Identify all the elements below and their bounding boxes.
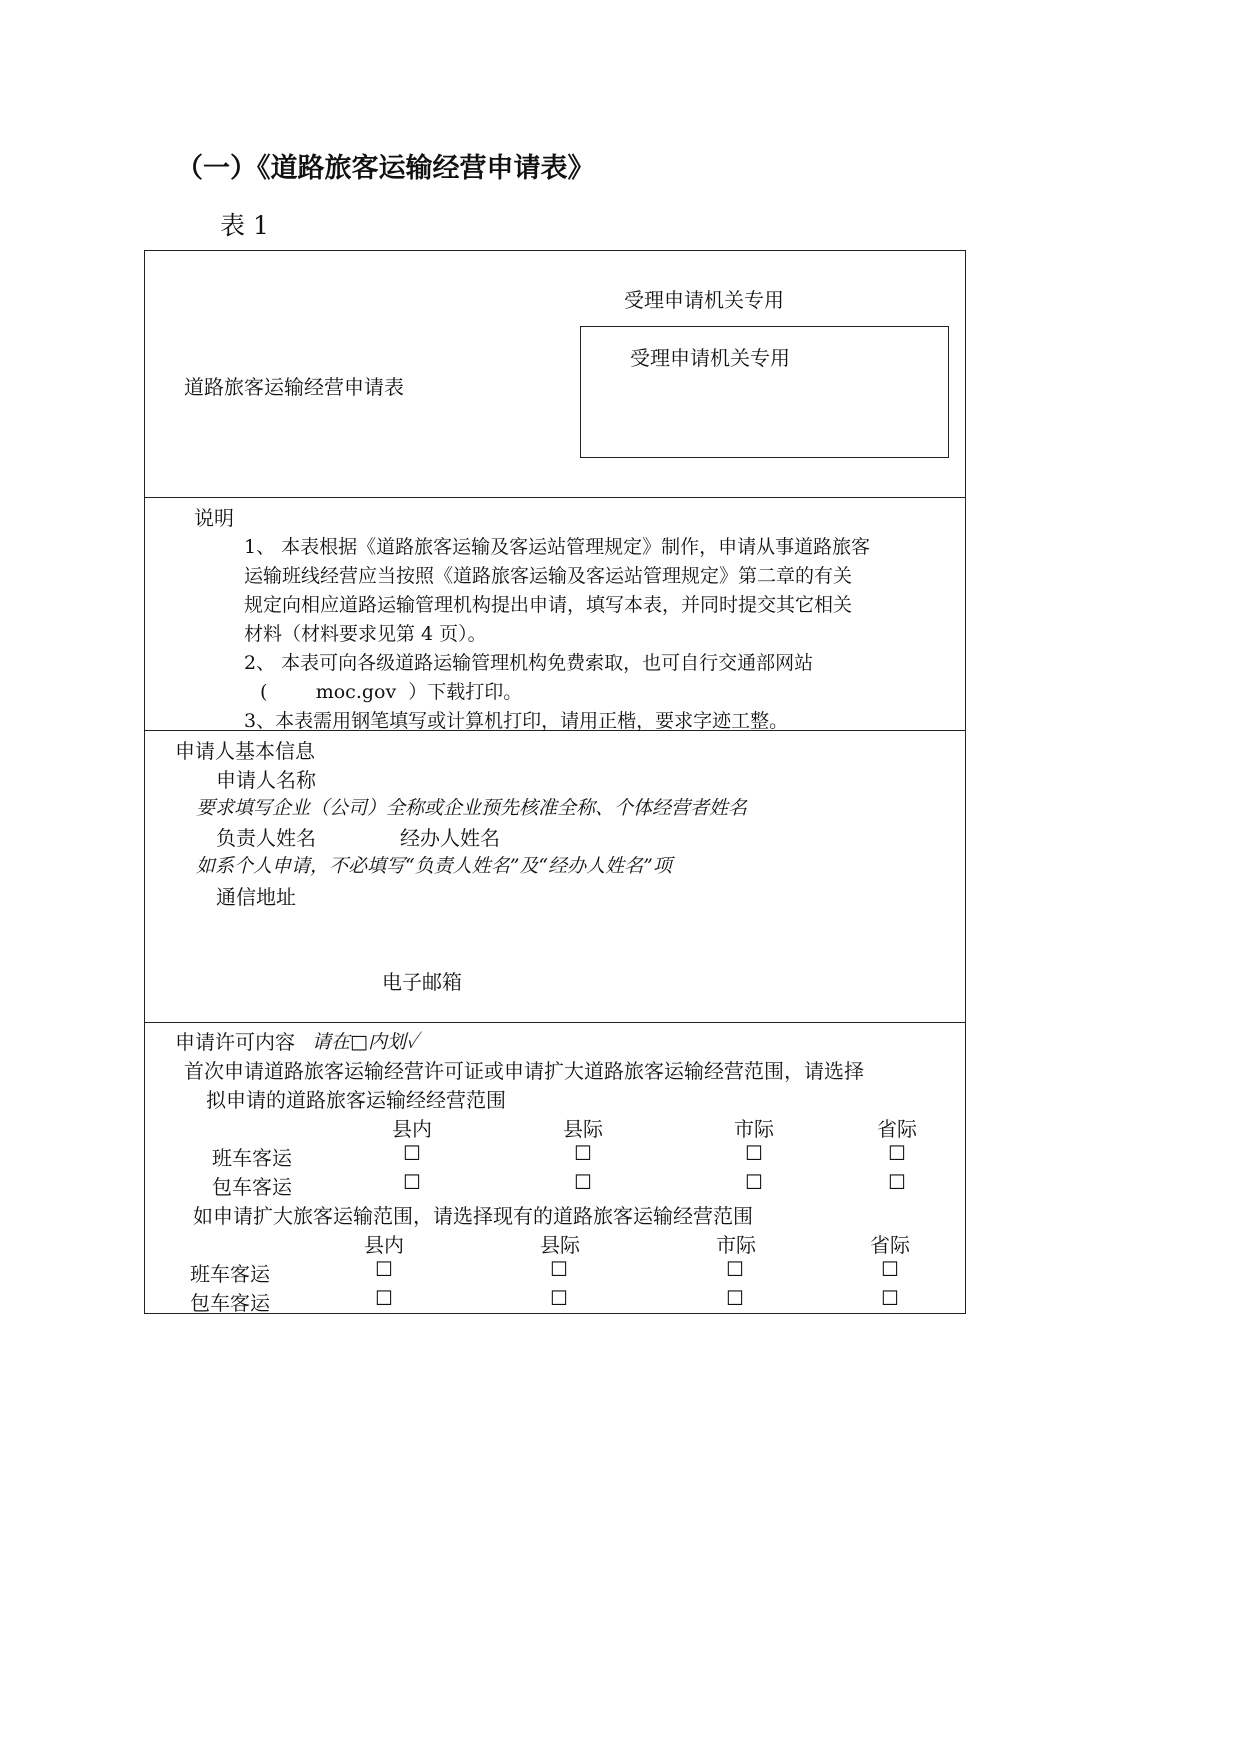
instruction-line: 2、 本表可向各级道路运输管理机构免费索取，也可自行交通部网站 <box>244 652 814 674</box>
address-label[interactable]: 通信地址 <box>216 885 296 909</box>
applicant-section-title: 申请人基本信息 <box>175 739 315 763</box>
column-header: 县内 <box>364 1233 404 1257</box>
column-header: 省际 <box>870 1233 910 1257</box>
checkbox[interactable]: ☐ <box>403 1141 421 1165</box>
instruction-line: 材料（材料要求见第 4 页）。 <box>244 623 487 645</box>
first-apply-prompt: 首次申请道路旅客运输经营许可证或申请扩大道路旅客运输经营范围，请选择 <box>184 1059 864 1083</box>
checkbox[interactable]: ☐ <box>888 1170 906 1194</box>
leader-name-label[interactable]: 负责人姓名 <box>216 826 316 850</box>
checkbox[interactable]: ☐ <box>403 1170 421 1194</box>
checkbox[interactable]: ☐ <box>726 1286 744 1310</box>
checkbox[interactable]: ☐ <box>745 1141 763 1165</box>
reserved-label-inner: 受理申请机关专用 <box>630 346 790 370</box>
personal-application-hint: 如系个人申请，不必填写“负责人姓名”及“经办人姓名”项 <box>196 855 672 877</box>
instruction-line: 规定向相应道路运输管理机构提出申请，填写本表，并同时提交其它相关 <box>244 594 853 616</box>
divider <box>144 497 966 498</box>
checkbox[interactable]: ☐ <box>375 1257 393 1281</box>
checkbox[interactable]: ☐ <box>550 1286 568 1310</box>
permit-section-title: 申请许可内容 <box>175 1030 295 1054</box>
divider <box>144 1022 966 1023</box>
checkbox[interactable]: ☐ <box>881 1286 899 1310</box>
applicant-name-label[interactable]: 申请人名称 <box>216 768 316 792</box>
checkbox[interactable]: ☐ <box>550 1257 568 1281</box>
checkbox[interactable]: ☐ <box>745 1170 763 1194</box>
expand-prompt: 如申请扩大旅客运输范围，请选择现有的道路旅客运输经营范围 <box>193 1204 753 1228</box>
instruction-line: 3、本表需用钢笔填写或计算机打印，请用正楷，要求字迹工整。 <box>244 710 789 732</box>
checkbox[interactable]: ☐ <box>888 1141 906 1165</box>
column-header: 市际 <box>716 1233 756 1257</box>
applicant-name-hint: 要求填写企业（公司）全称或企业预先核准全称、个体经营者姓名 <box>196 797 748 819</box>
checkbox[interactable]: ☐ <box>375 1286 393 1310</box>
agent-name-label[interactable]: 经办人姓名 <box>400 826 500 850</box>
form-name: 道路旅客运输经营申请表 <box>184 375 404 399</box>
row-label: 包车客运 <box>212 1175 292 1199</box>
instruction-line: ( moc.gov ）下载打印。 <box>260 681 523 703</box>
email-label[interactable]: 电子邮箱 <box>382 970 462 994</box>
column-header: 县际 <box>563 1117 603 1141</box>
checkbox[interactable]: ☐ <box>726 1257 744 1281</box>
reserved-label-outer: 受理申请机关专用 <box>624 288 784 312</box>
instructions-title: 说明 <box>194 506 234 530</box>
checkbox[interactable]: ☐ <box>574 1170 592 1194</box>
checkbox[interactable]: ☐ <box>574 1141 592 1165</box>
row-label: 班车客运 <box>190 1262 270 1286</box>
instruction-line: 运输班线经营应当按照《道路旅客运输及客运站管理规定》第二章的有关 <box>244 565 853 587</box>
column-header: 省际 <box>877 1117 917 1141</box>
column-header: 市际 <box>734 1117 774 1141</box>
table-label: 表 1 <box>220 211 269 240</box>
first-apply-prompt-cont: 拟申请的道路旅客运输经经营范围 <box>206 1088 506 1112</box>
column-header: 县际 <box>540 1233 580 1257</box>
permit-section-hint: 请在□内划✓ <box>312 1031 419 1053</box>
column-header: 县内 <box>392 1117 432 1141</box>
instruction-line: 1、 本表根据《道路旅客运输及客运站管理规定》制作，申请从事道路旅客 <box>244 536 871 558</box>
page-heading: （一）《道路旅客运输经营申请表》 <box>176 153 595 184</box>
row-label: 班车客运 <box>212 1146 292 1170</box>
checkbox[interactable]: ☐ <box>881 1257 899 1281</box>
row-label: 包车客运 <box>190 1291 270 1315</box>
